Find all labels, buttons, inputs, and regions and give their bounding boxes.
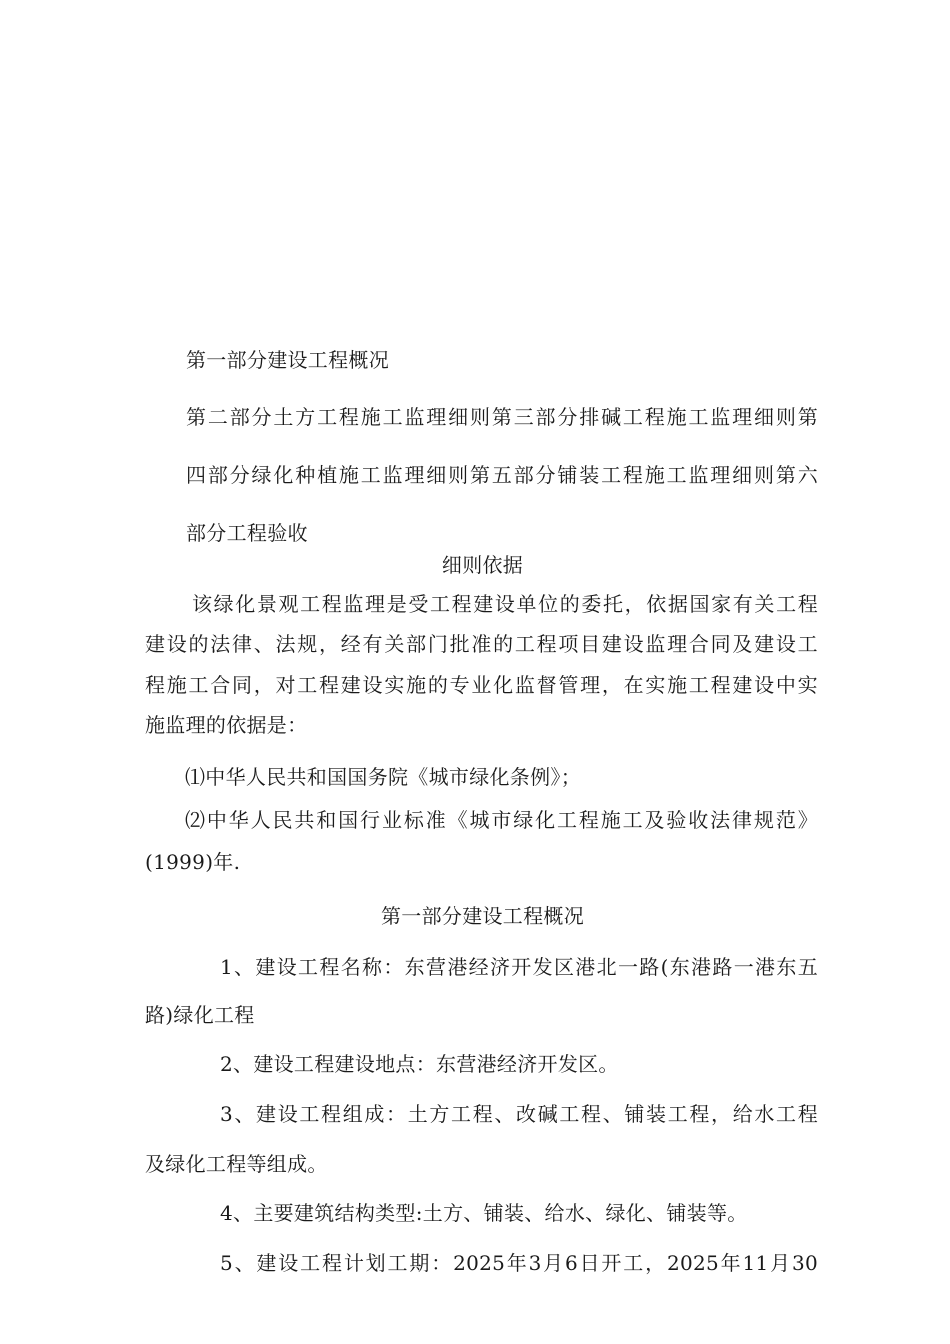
toc-line-4: 部分工程验收 bbox=[186, 521, 308, 545]
part1-item-1: 1、建设工程名称：东营港经济开发区港北一路(东港路一港东五 bbox=[220, 955, 818, 979]
basis-paragraph-line: 该绿化景观工程监理是受工程建设单位的委托，依据国家有关工程 bbox=[192, 592, 818, 616]
part1-item-4: 4、主要建筑结构类型:土方、铺装、给水、绿化、铺装等。 bbox=[220, 1201, 748, 1225]
basis-item-2-continued: (1999)年. bbox=[145, 850, 241, 874]
basis-item-2: ⑵中华人民共和国行业标准《城市绿化工程施工及验收法律规范》 bbox=[185, 808, 818, 832]
part1-item-1-continued: 路)绿化工程 bbox=[145, 1003, 255, 1027]
basis-paragraph-line: 建设的法律、法规，经有关部门批准的工程项目建设监理合同及建设工 bbox=[145, 632, 818, 656]
basis-paragraph-line: 施监理的依据是： bbox=[145, 713, 308, 737]
part1-item-5: 5、建设工程计划工期：2025年3月6日开工，2025年11月30 bbox=[220, 1251, 818, 1275]
toc-line-3: 四部分绿化种植施工监理细则第五部分铺装工程施工监理细则第六 bbox=[186, 463, 818, 487]
part1-item-2: 2、建设工程建设地点：东营港经济开发区。 bbox=[220, 1052, 619, 1076]
toc-line-2: 第二部分土方工程施工监理细则第三部分排碱工程施工监理细则第 bbox=[186, 405, 818, 429]
toc-line-1: 第一部分建设工程概况 bbox=[186, 348, 389, 372]
basis-item-1: ⑴中华人民共和国国务院《城市绿化条例》； bbox=[185, 765, 581, 789]
part1-item-3-continued: 及绿化工程等组成。 bbox=[145, 1152, 328, 1176]
part1-heading: 第一部分建设工程概况 bbox=[381, 904, 584, 928]
basis-heading: 细则依据 bbox=[441, 553, 524, 577]
basis-paragraph-line: 程施工合同，对工程建设实施的专业化监督管理，在实施工程建设中实 bbox=[145, 673, 818, 697]
part1-item-3: 3、建设工程组成：土方工程、改碱工程、铺装工程，给水工程 bbox=[220, 1102, 818, 1126]
